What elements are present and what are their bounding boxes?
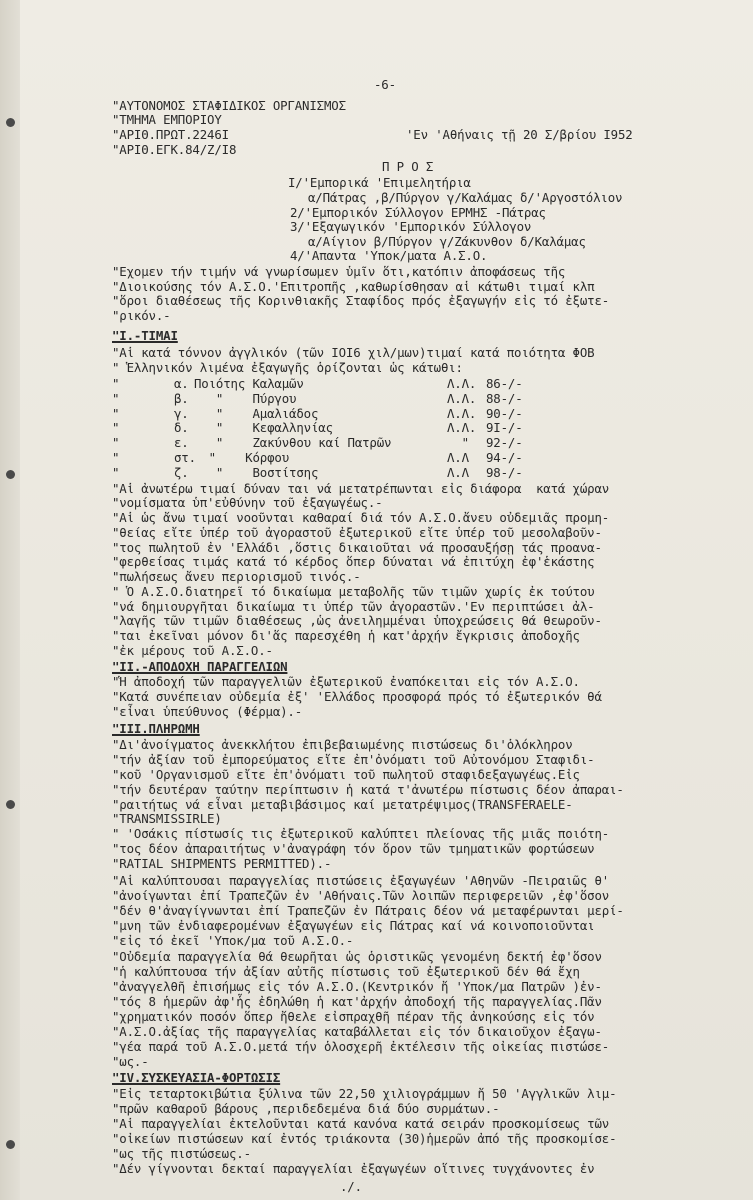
body-line: "ως τῆς πιστώσεως.- [112, 1146, 251, 1161]
body-line: "Οὐδεμία παραγγελία θά θεωρῆται ὡς ὁριστικῶς γενομένη δεκτή ἐφ'ὅσον [112, 949, 602, 964]
body-line: "Αἱ κατά τόννον ἀγγλικόν (τῶν ΙΟΙ6 χιλ/μων)τιμαί κατά ποιότητα ΦΟΒ [112, 345, 595, 360]
recipient-line: 3/'Εξαγωγικόν 'Εμπορικόν Σύλλογον [290, 219, 532, 234]
table-row-quality: " Κόρφου [194, 450, 290, 465]
section-heading-payment: "ΙΙΙ.ΠΛΗΡΩΜΗ [112, 721, 200, 736]
body-line: "TRANSMISSIRLE) [112, 811, 222, 826]
body-line: "Ἡ ἀποδοχή τῶν παραγγελιῶν ἐξωτερικοῦ ἐναπόκειται εἰς τόν Α.Σ.Ο. [112, 674, 580, 689]
table-row-price: 94-/- [486, 450, 523, 465]
body-line: "ως.- [112, 1054, 149, 1069]
table-row-currency: Λ.Λ [447, 464, 469, 480]
body-line: "νομίσματα ὑπ'εὐθύνην τοῦ ἐξαγωγέως.- [112, 495, 383, 510]
continuation-mark: ./. [340, 1179, 362, 1194]
table-row-letter: ζ. [174, 464, 189, 480]
dept-line: "ΤΜΗΜΑ ΕΜΠΟΡΙΟΥ [112, 112, 222, 127]
body-line: "τός 8 ἡμερῶν ἀφ'ἧς ἐδηλώθη ἡ κατ'ἀρχήν ἀποδοχή τῆς παραγγελίας.Πᾶν [112, 994, 602, 1009]
body-line: "μνη τῶν ἐνδιαφερομένων ἐξαγωγέων εἰς Πάτρας καί νά κοινοποιοῦνται [112, 918, 595, 933]
table-row-price: 98-/- [486, 464, 523, 480]
protocol-number: "ΑΡΙΘ.ΠΡΩΤ.2246Ι [112, 127, 229, 142]
body-line: "πωλήσεως ἄνευ περιορισμοῦ τινός.- [112, 569, 361, 584]
body-line: " 'Οσάκις πίστωσίς τις ἐξωτερικοῦ καλύπτει πλείονας τῆς μιᾶς ποιότη- [112, 826, 610, 841]
table-row-currency: Λ.Λ. [447, 405, 477, 421]
section-heading-packaging: "ΙV.ΣΥΣΚΕΥΑΣΙΑ-ΦΟΡΤΩΣΙΣ [112, 1070, 281, 1085]
body-line: "γέα παρά τοῦ Α.Σ.Ο.μετά τήν ὁλοσχερῆ ἐκτέλεσιν τῆς οἰκείας πιστώσε- [112, 1039, 610, 1054]
body-line: "εἰς τό ἐκεῖ 'Υποκ/μα τοῦ Α.Σ.Ο.- [112, 933, 354, 948]
date-line: 'Εν 'Αθήναις τῇ 20 Σ/βρίου Ι952 [406, 127, 633, 142]
table-row-letter: στ. [174, 450, 196, 465]
recipient-line: 2/'Εμπορικόν Σύλλογον ΕΡΜΗΣ -Πάτρας [290, 205, 546, 220]
table-row-quality: " Βοστίτσης [194, 464, 319, 480]
body-line: "ἀνοίγωνται ἐπί Τραπεζῶν ἐν 'Αθήναις.Τῶν λοιπῶν περιφερειῶν ,ἐφ'ὅσον [112, 888, 610, 903]
table-row-currency: Λ.Λ. [447, 376, 477, 391]
table-row-price: 86-/- [486, 376, 523, 391]
body-line: "ἐκ μέρους τοῦ Α.Σ.Ο.- [112, 643, 273, 658]
intro-line: "ὅροι διαθέσεως τῆς Κορινθιακῆς Σταφίδος πρός ἐξαγωγήν εἰς τό ἐξωτε- [112, 293, 610, 308]
binding-strip [0, 0, 20, 1200]
section-heading-prices: "Ι.-ΤΙΜΑΙ [112, 328, 178, 343]
table-row-currency: " [447, 435, 469, 451]
body-line: "λαγῆς τῶν τιμῶν διαθέσεως ,ὡς ἀνειλημμέναι ὑποχρεώσεις θά θεωροῦν- [112, 613, 602, 628]
body-line: "ἡ καλύπτουσα τήν ἀξίαν αὐτῆς πίστωσις τοῦ ἐξωτερικοῦ δέν θά ἔχη [112, 964, 580, 979]
table-row-letter: α. [174, 376, 189, 391]
body-line: "Αἱ καλύπτουσαι παραγγελίας πιστώσεις ἐξαγωγέων 'Αθηνῶν -Πειραιῶς θ' [112, 873, 610, 888]
table-row-currency: Λ.Λ. [447, 420, 477, 436]
body-line: "τος πωλητοῦ ἐν 'Ελλάδι ,ὅστις δικαιοῦται νά προσαυξήσῃ τάς προανα- [112, 540, 602, 555]
table-row-letter: β. [174, 390, 189, 406]
table-quote-mark: " [112, 464, 120, 480]
punch-hole [6, 800, 15, 809]
recipient-line: α/Πάτρας ,β/Πύργον γ/Καλάμας δ/'Αργοστόλιον [308, 190, 623, 205]
body-line: "Δι'ἀνοίγματος ἀνεκκλήτου ἐπιβεβαιωμένης πιστώσεως δι'ὁλόκληρον [112, 737, 573, 752]
section-heading-orders: "ΙΙ.-ΑΠΟΔΟΧΗ ΠΑΡΑΓΓΕΛΙΩΝ [112, 659, 288, 674]
table-row-price: 9Ι-/- [486, 420, 523, 436]
body-line: "χρηματικόν ποσόν ὅπερ ἤθελε εἰσπραχθῆ πέραν τῆς ἀνηκούσης εἰς τόν [112, 1009, 595, 1024]
table-quote-mark: " [112, 405, 120, 421]
table-row-price: 88-/- [486, 390, 523, 406]
recipient-line: Ι/'Εμπορικά 'Επιμελητήρια [288, 175, 471, 190]
body-line: "Αἱ ὡς ἄνω τιμαί νοοῦνται καθαραί διά τόν Α.Σ.Ο.ἄνευ οὐδεμιᾶς προμη- [112, 510, 610, 525]
body-line: " Ἑλληνικόν λιμένα ἐξαγωγῆς ὁρίζονται ὡς κάτωθι: [112, 360, 463, 375]
punch-hole [6, 118, 15, 127]
table-row-price: 90-/- [486, 405, 523, 421]
body-line: "δέν θ'ἀναγίγνωνται ἐπί Τραπεζῶν ἐν Πάτραις δέον νά μεταφέρωνται μερί- [112, 903, 624, 918]
table-quote-mark: " [112, 420, 120, 436]
body-line: "ται ἐκεῖναι μόνον δι'ἅς παρεσχέθη ἡ κατ'ἀρχήν ἔγκρισις ἀποδοχῆς [112, 628, 580, 643]
page-number: -6- [374, 77, 396, 92]
body-line: "τήν ἀξίαν τοῦ ἐμπορεύματος εἴτε ἐπ'ὀνόματι τοῦ Αὐτονόμου Σταφιδι- [112, 752, 595, 767]
table-quote-mark: " [112, 390, 120, 406]
table-row-letter: δ. [174, 420, 189, 436]
table-row-quality: " Αμαλιάδος [194, 405, 319, 421]
body-line: "ραιτήτως νά εἶναι μεταβιβάσιμος καί μετατρέψιμος(TRANSFERAELE- [112, 797, 573, 812]
body-line: "τος δέον ἀπαραιτήτως ν'ἀναγράφη τόν ὅρον τῶν τμηματικῶν φορτώσεων [112, 841, 595, 856]
table-row-quality: Ποιότης Καλαμῶν [194, 376, 304, 391]
intro-line: "Εχομεν τήν τιμήν νά γνωρίσωμεν ὑμῖν ὅτι,κατόπιν ἀποφάσεως τῆς [112, 264, 566, 279]
body-line: "RATIAL SHIPMENTS PERMITTED).- [112, 856, 332, 871]
table-row-letter: γ. [174, 405, 189, 421]
intro-line: "Διοικούσης τόν Α.Σ.Ο.'Επιτροπῆς ,καθωρίσθησαν αἱ κάτωθι τιμαί κλπ [112, 279, 595, 294]
body-line: "εἶναι ὑπεύθυνος (Φέρμα).- [112, 704, 303, 719]
table-quote-mark: " [112, 435, 120, 451]
table-row-quality: " Πύργου [194, 390, 297, 406]
table-row-currency: Λ.Λ [447, 450, 469, 465]
table-row-letter: ε. [174, 435, 189, 451]
body-line: "νά δημιουργῆται δικαίωμα τι ὑπέρ τῶν ἀγοραστῶν.'Εν περιπτώσει ἀλ- [112, 599, 595, 614]
punch-hole [6, 1140, 15, 1149]
table-row-currency: Λ.Λ. [447, 390, 477, 406]
org-line: "ΑΥΤΟΝΟΜΟΣ ΣΤΑΦΙΔΙΚΟΣ ΟΡΓΑΝΙΣΜΟΣ [112, 98, 346, 113]
recipient-line: α/Αίγιον β/Πύργον γ/Ζάκυνθον δ/Καλάμας [308, 234, 586, 249]
body-line: "Α.Σ.Ο.ἀξίας τῆς παραγγελίας καταβάλλεται εἰς τόν δικαιοῦχον ἐξαγω- [112, 1024, 602, 1039]
body-line: "φερθείσας τιμάς κατά τό κέρδος ὅπερ δύναται νά ἐπιτύχη ἐφ'ἑκάστης [112, 554, 595, 569]
body-line: "τήν δευτέραν ταύτην περίπτωσιν ἡ κατά τ'ἀνωτέρω πίστωσις δέον ἀπαραι- [112, 782, 624, 797]
body-line: "Αἱ παραγγελίαι ἐκτελοῦνται κατά κανόνα κατά σειράν προσκομίσεως τῶν [112, 1116, 610, 1131]
table-row-quality: " Κεφαλληνίας [194, 420, 333, 436]
intro-line: "ρικόν.- [112, 308, 171, 323]
body-line: "θείας εἴτε ὑπέρ τοῦ ἀγοραστοῦ ἐξωτερικοῦ εἴτε ὑπέρ τοῦ μεσολαβοῦν- [112, 525, 602, 540]
table-row-quality: " Ζακύνθου καί Πατρῶν [194, 435, 392, 451]
body-line: "Δέν γίγνονται δεκταί παραγγελίαι ἐξαγωγέων οἵτινες τυγχάνοντες ἐν [112, 1161, 595, 1176]
table-quote-mark: " [112, 450, 120, 465]
recipient-line: 4/'Απαντα 'Υποκ/ματα Α.Σ.Ο. [290, 248, 488, 263]
body-line: "πρῶν καθαροῦ βάρους ,περιδεδεμένα διά δύο συρμάτων.- [112, 1101, 500, 1116]
recipients-title: Π Ρ Ο Σ [382, 159, 434, 174]
body-line: "ἀναγγελθῆ ἐπισήμως εἰς τόν Α.Σ.Ο.(Κεντρικόν ἤ 'Υποκ/μα Πατρῶν )ἐν- [112, 979, 602, 994]
body-line: " Ὁ Α.Σ.Ο.διατηρεῖ τό δικαίωμα μεταβολῆς τῶν τιμῶν χωρίς ἐκ τούτου [112, 584, 595, 599]
body-line: "κοῦ 'Οργανισμοῦ εἴτε ἐπ'ὀνόματι τοῦ πωλητοῦ σταφιδεξαγωγέως.Εἰς [112, 767, 580, 782]
table-row-price: 92-/- [486, 435, 523, 451]
body-line: "Αἱ ἀνωτέρω τιμαί δύναν ται νά μετατρέπωνται εἰς διάφορα κατά χώραν [112, 481, 610, 496]
body-line: "Εἰς τεταρτοκιβώτια ξύλινα τῶν 22,50 χιλιογράμμων ἤ 50 'Αγγλικῶν λιμ- [112, 1086, 617, 1101]
punch-hole [6, 470, 15, 479]
body-line: "Κατά συνέπειαν οὐδεμία ἐξ' 'Ελλάδος προσφορά πρός τό ἐξωτερικόν θά [112, 689, 602, 704]
table-quote-mark: " [112, 376, 120, 391]
body-line: "οἰκείων πιστώσεων καί ἐντός τριάκοντα (30)ἡμερῶν ἀπό τῆς προσκομίσε- [112, 1131, 617, 1146]
circular-number: "ΑΡΙΘ.ΕΓΚ.84/Ζ/Ι8 [112, 142, 237, 157]
